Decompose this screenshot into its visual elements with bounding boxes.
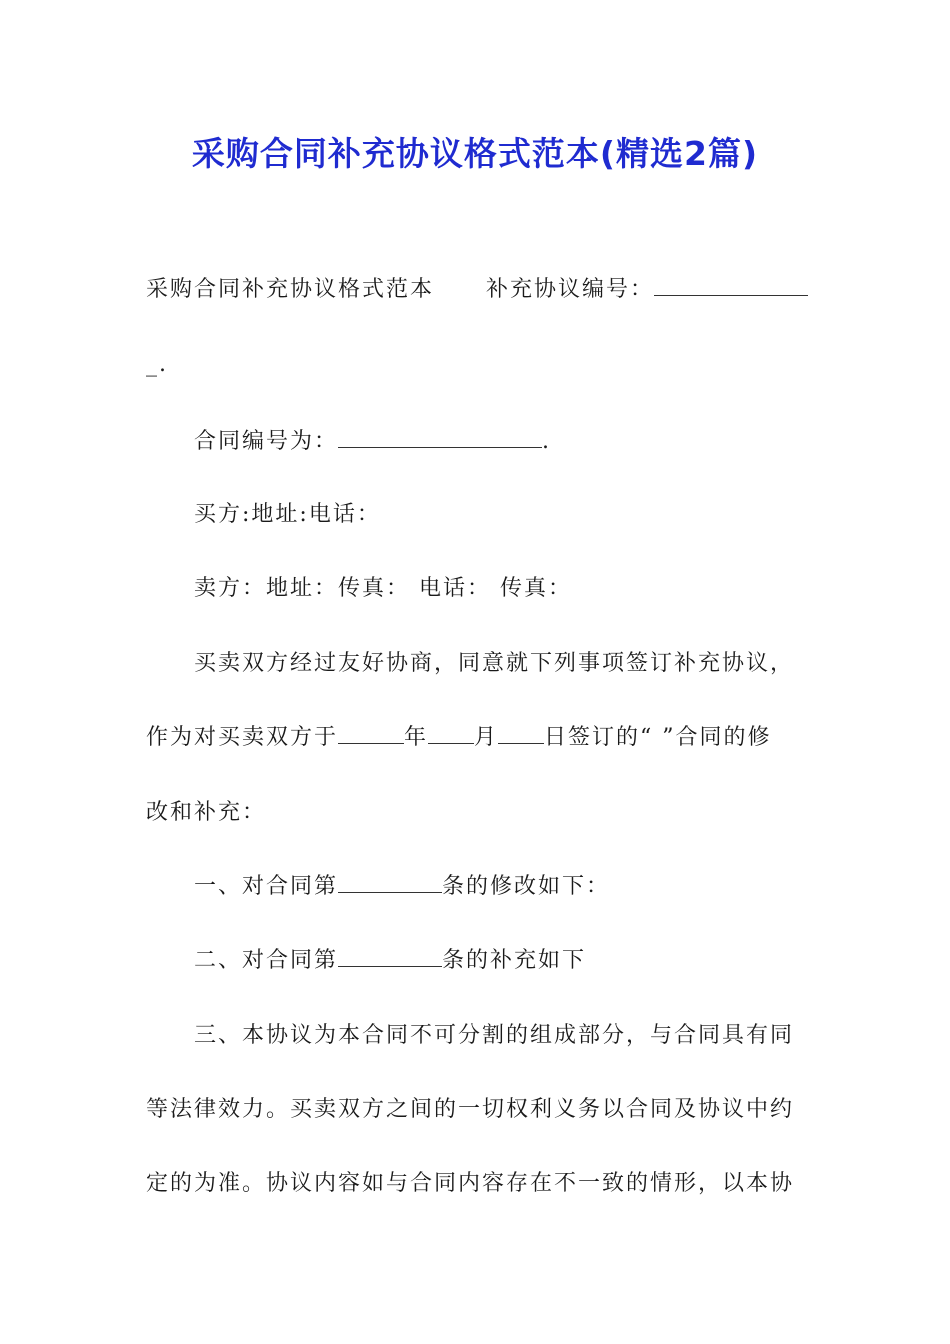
year-label: 年 — [404, 725, 429, 750]
item1-end: 条的修改如下： — [442, 874, 611, 899]
para3-line1: 三、本协议为本合同不可分割的组成部分，与合同具有同 — [194, 1023, 795, 1048]
item2-blank — [338, 948, 442, 967]
para1-line3: 改和补充： — [146, 800, 267, 825]
agreement-no-label: 补充协议编号： — [486, 277, 655, 302]
intro-tail-line: _. — [146, 352, 168, 377]
contract-no-blank — [338, 429, 542, 448]
para1-line2-start: 作为对买卖双方于 — [146, 725, 339, 750]
intro-line — [146, 272, 808, 303]
buyer-line: 买方:地址:电话： — [194, 502, 381, 527]
month-label: 月 — [474, 725, 499, 750]
month-blank — [428, 725, 474, 744]
para3-line3: 定的为准。协议内容如与合同内容存在不一致的情形，以本协 — [146, 1171, 795, 1196]
item2-start: 二、对合同第 — [194, 948, 339, 973]
contract-no-tail: . — [542, 429, 552, 454]
intro-left-text: 采购合同补充协议格式范本 — [146, 277, 435, 302]
item1-blank — [338, 874, 442, 893]
seller-line: 卖方：地址：传真： 电话： 传真： — [194, 576, 572, 601]
item1-start: 一、对合同第 — [194, 874, 339, 899]
year-blank — [338, 725, 404, 744]
item2-end: 条的补充如下 — [442, 948, 587, 973]
agreement-no-blank — [654, 277, 808, 296]
para1-line2 — [146, 720, 772, 751]
contract-no-label: 合同编号为： — [194, 429, 339, 454]
contract-no-line — [194, 424, 551, 455]
day-label: 日签订的“ ”合同的修 — [544, 725, 772, 750]
para3-line2: 等法律效力。买卖双方之间的一切权利义务以合同及协议中约 — [146, 1097, 795, 1122]
para1-line1: 买卖双方经过友好协商，同意就下列事项签订补充协议， — [194, 651, 795, 676]
document-title: 采购合同补充协议格式范本(精选2篇) — [191, 134, 759, 173]
item2-line — [194, 943, 586, 974]
item1-line — [194, 869, 610, 900]
day-blank — [498, 725, 544, 744]
